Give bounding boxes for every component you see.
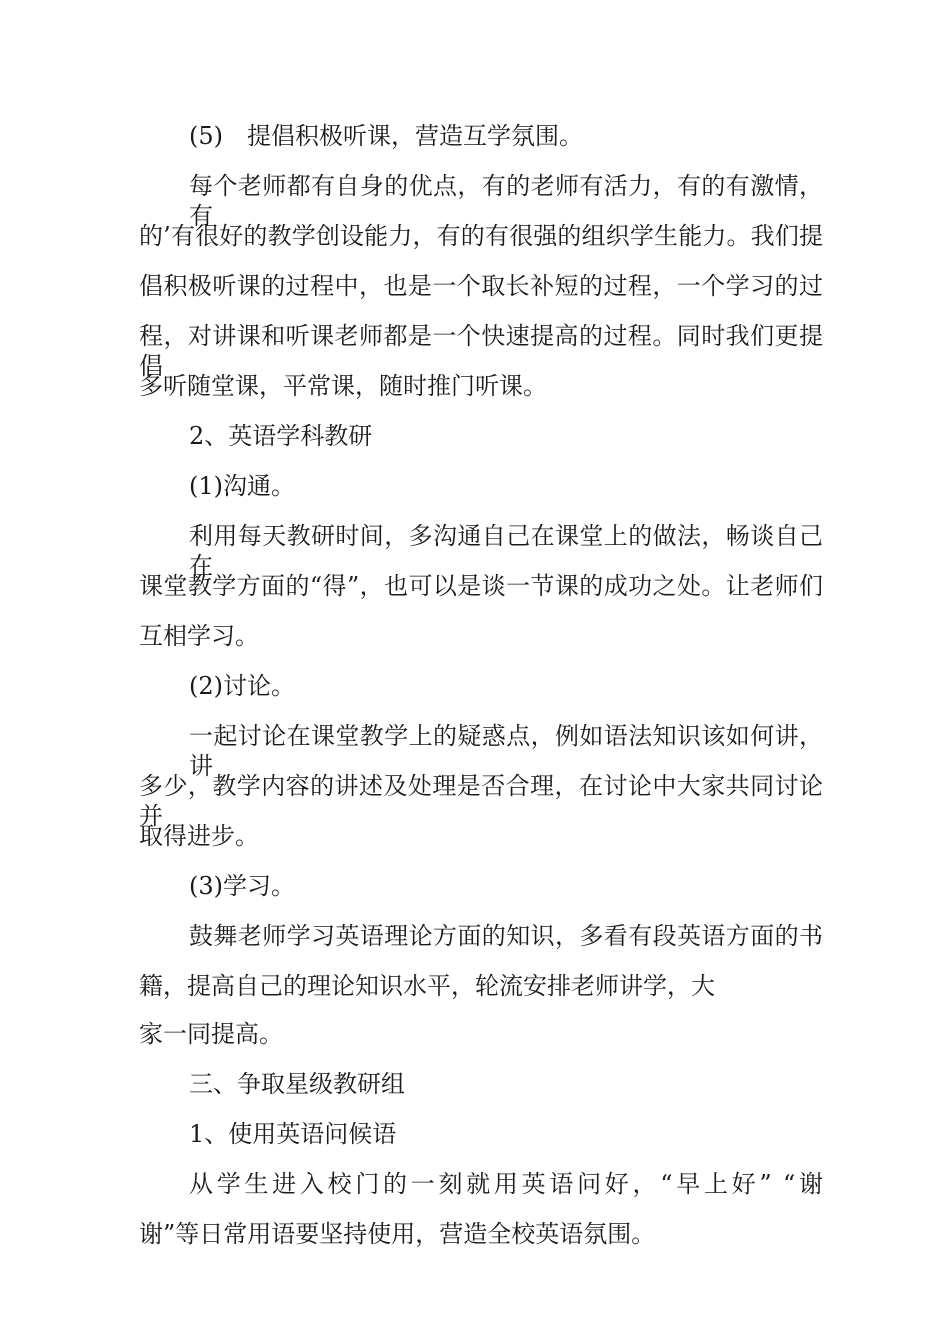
paragraph-line: 程，对讲课和听课老师都是一个快速提高的过程。同时我们更提倡 — [139, 322, 823, 380]
list-item-number: (5) — [189, 122, 223, 150]
paragraph-line: 从学生进入校门的一刻就用英语问好，“早上好” “谢 — [189, 1170, 823, 1198]
list-item-5 — [189, 121, 583, 151]
section-heading: 2、英语学科教研 — [189, 422, 373, 450]
paragraph-line: 倡积极听课的过程中，也是一个取长补短的过程，一个学习的过 — [139, 272, 823, 300]
subsection-heading: (3)学习。 — [189, 872, 295, 900]
paragraph-line: 每个老师都有自身的优点，有的老师有活力，有的有激情，有 — [189, 172, 823, 230]
paragraph-line: 互相学习。 — [139, 622, 259, 650]
paragraph-line: 家一同提高。 — [139, 1020, 283, 1048]
paragraph-line: 多少，教学内容的讲述及处理是否合理，在讨论中大家共同讨论并 — [139, 772, 823, 830]
section-heading: 三、争取星级教研组 — [189, 1070, 405, 1098]
list-item-text: 提倡积极听课，营造互学氛围。 — [247, 122, 583, 150]
paragraph-line: 多听随堂课，平常课，随时推门听课。 — [139, 372, 547, 400]
subsection-heading: (2)讨论。 — [189, 672, 295, 700]
paragraph-line: 籍，提高自己的理论知识水平，轮流安排老师讲学，大 — [139, 972, 715, 1000]
paragraph-line: 谢”等日常用语要坚持使用，营造全校英语氛围。 — [139, 1220, 656, 1248]
paragraph-line: 课堂教学方面的“得”，也可以是谈一节课的成功之处。让老师们 — [139, 572, 823, 600]
paragraph-line: 鼓舞老师学习英语理论方面的知识，多看有段英语方面的书 — [189, 922, 823, 950]
subsection-heading: 1、使用英语问候语 — [189, 1120, 397, 1148]
subsection-heading: (1)沟通。 — [189, 472, 295, 500]
paragraph-line: 的’有很好的教学创设能力，有的有很强的组织学生能力。我们提 — [139, 222, 823, 250]
paragraph-line: 一起讨论在课堂教学上的疑惑点，例如语法知识该如何讲，讲 — [189, 722, 823, 780]
paragraph-line: 取得进步。 — [139, 822, 259, 850]
paragraph-line: 利用每天教研时间，多沟通自己在课堂上的做法，畅谈自己在 — [189, 522, 823, 580]
